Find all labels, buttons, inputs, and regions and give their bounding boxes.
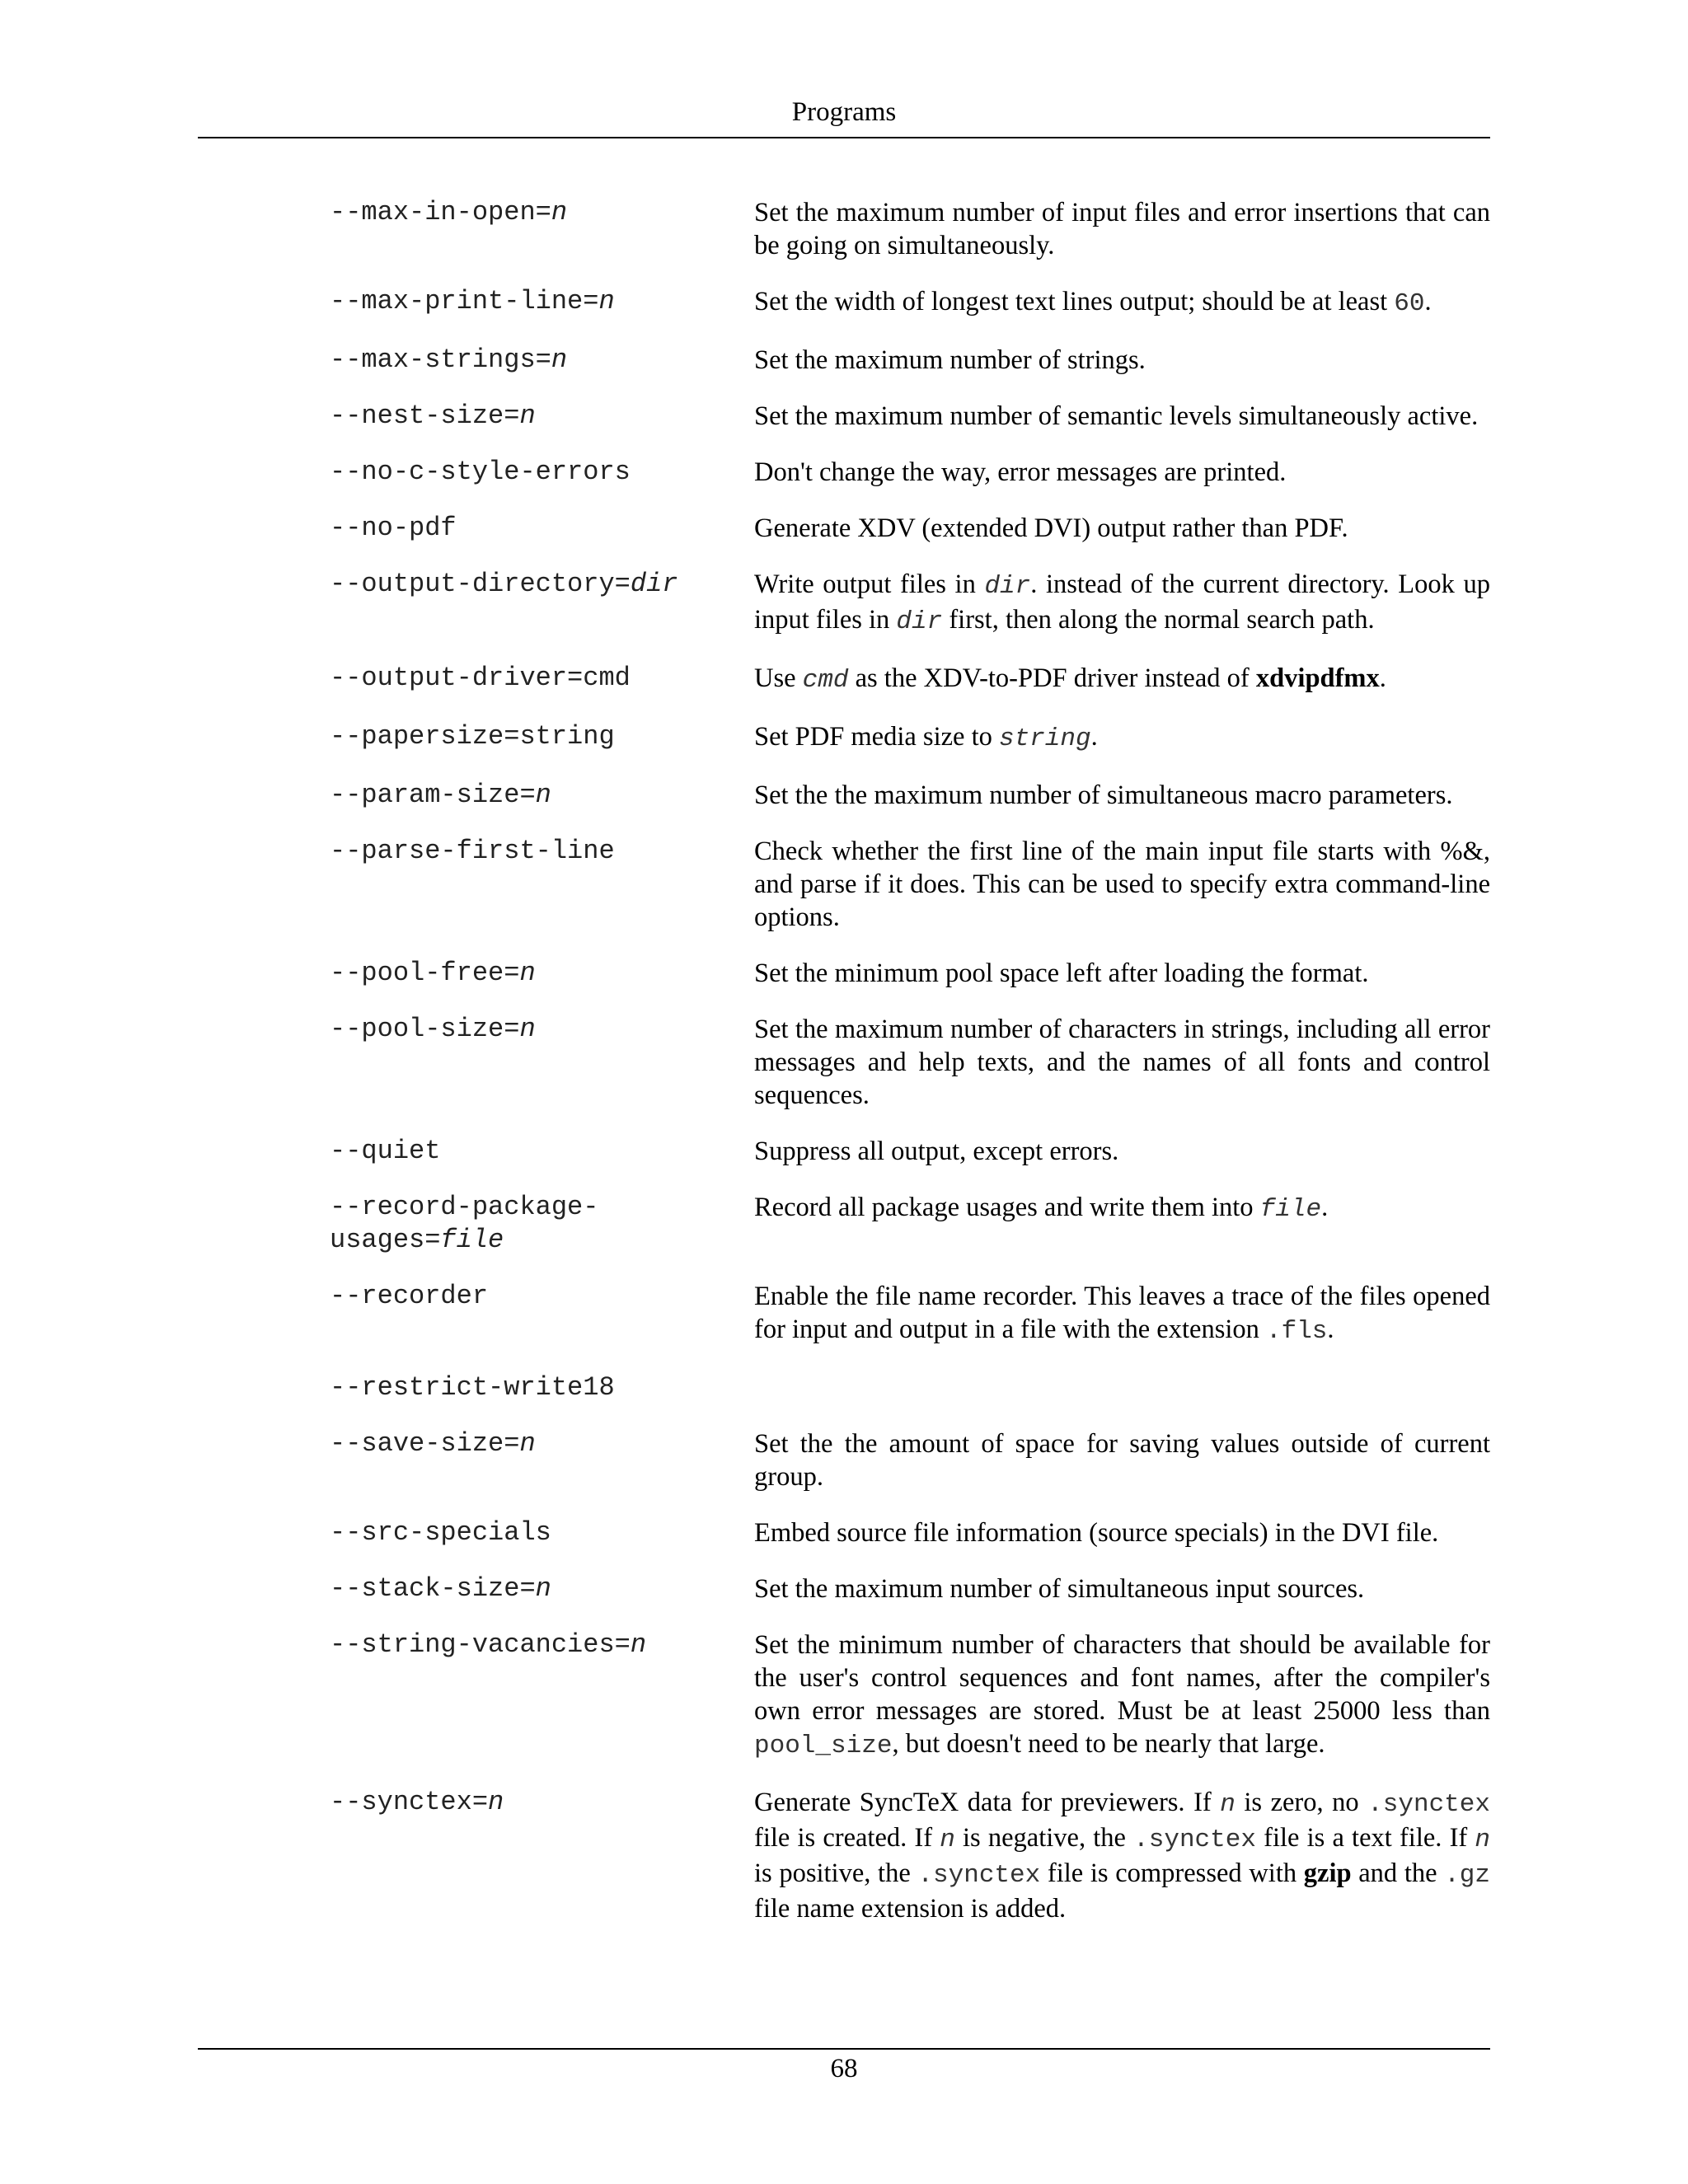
option-flag: --output-directory= bbox=[330, 569, 631, 599]
code-text: .synctex bbox=[1133, 1825, 1256, 1854]
option-flag: --save-size= bbox=[330, 1428, 520, 1459]
option-flag: --no-pdf bbox=[330, 513, 457, 543]
option-argument: n bbox=[519, 401, 536, 431]
description-text: Write output files in bbox=[754, 569, 985, 599]
option-name bbox=[330, 835, 754, 868]
code-variable: dir bbox=[984, 572, 1031, 601]
description-text: is zero, no bbox=[1235, 1788, 1368, 1817]
option-argument: n bbox=[598, 286, 615, 316]
option-argument: n bbox=[535, 1573, 551, 1604]
option-argument: n bbox=[551, 197, 568, 227]
running-header: Programs bbox=[791, 97, 897, 127]
code-variable: n bbox=[1220, 1790, 1236, 1819]
option-flag: --src-specials bbox=[330, 1517, 551, 1548]
option-name bbox=[330, 1135, 754, 1168]
option-argument: n bbox=[519, 1014, 536, 1044]
description-text: is negative, the bbox=[954, 1823, 1134, 1853]
description-text: Set the minimum pool space left after loading the format. bbox=[754, 958, 1369, 988]
option-argument: n bbox=[535, 780, 551, 810]
description-text: Set the minimum number of characters that should be available for the user's control sequences and font names, after the compiler's own error messages are stored. Must be at least 25000 less than bbox=[754, 1630, 1490, 1726]
option-argument: file bbox=[440, 1225, 504, 1255]
description-text: . bbox=[1424, 287, 1432, 316]
option-description bbox=[754, 1572, 1490, 1605]
description-text: . bbox=[1321, 1193, 1329, 1222]
code-text: .fls bbox=[1266, 1317, 1328, 1346]
description-text: file name extension is added. bbox=[754, 1894, 1067, 1924]
option-row bbox=[330, 1516, 1490, 1549]
option-flag: --quiet bbox=[330, 1136, 441, 1166]
option-description bbox=[754, 400, 1490, 433]
option-name bbox=[330, 720, 754, 753]
option-name bbox=[330, 1427, 754, 1460]
code-variable: file bbox=[1259, 1195, 1322, 1224]
description-text: Check whether the first line of the main input file starts with %&, and parse if it does. This can be used to specify extra command-line options. bbox=[754, 837, 1490, 932]
code-variable: n bbox=[940, 1825, 955, 1854]
option-row bbox=[330, 400, 1490, 433]
option-description bbox=[754, 662, 1490, 697]
description-text: , but doesn't need to be nearly that large. bbox=[892, 1729, 1325, 1759]
option-name bbox=[330, 196, 754, 229]
option-description bbox=[754, 1280, 1490, 1348]
description-text: Set PDF media size to bbox=[754, 722, 999, 752]
option-description bbox=[754, 512, 1490, 545]
option-row bbox=[330, 1786, 1490, 1925]
code-variable: cmd bbox=[802, 666, 849, 695]
option-name bbox=[330, 1572, 754, 1605]
option-argument: n bbox=[488, 1787, 504, 1817]
code-variable: n bbox=[1475, 1825, 1490, 1854]
code-variable: string bbox=[999, 724, 1091, 753]
option-name bbox=[330, 512, 754, 545]
code-text: .synctex bbox=[917, 1861, 1041, 1890]
description-text: file is a text file. If bbox=[1255, 1823, 1475, 1853]
code-text: .synctex bbox=[1367, 1790, 1490, 1819]
code-text: .gz bbox=[1444, 1861, 1491, 1890]
option-row bbox=[330, 1013, 1490, 1112]
option-flag: --param-size= bbox=[330, 780, 536, 810]
option-description bbox=[754, 1786, 1490, 1925]
option-row bbox=[330, 285, 1490, 321]
option-description bbox=[754, 1427, 1490, 1493]
description-text: . bbox=[1379, 663, 1386, 693]
description-text: file is created. If bbox=[754, 1823, 940, 1853]
code-text: 60 bbox=[1394, 289, 1425, 318]
option-row bbox=[330, 957, 1490, 990]
option-description bbox=[754, 1516, 1490, 1549]
option-row bbox=[330, 779, 1490, 812]
option-argument: n bbox=[519, 958, 536, 988]
option-name bbox=[330, 662, 754, 695]
option-name bbox=[330, 285, 754, 318]
description-text: Record all package usages and write them into bbox=[754, 1193, 1260, 1222]
footer-rule bbox=[198, 2048, 1490, 2050]
option-row bbox=[330, 344, 1490, 377]
option-row bbox=[330, 1572, 1490, 1605]
description-text: . bbox=[1327, 1315, 1334, 1344]
description-text: Set the the amount of space for saving values outside of current group. bbox=[754, 1429, 1490, 1492]
option-flag: --papersize=string bbox=[330, 721, 615, 752]
option-row bbox=[330, 720, 1490, 756]
option-row bbox=[330, 1135, 1490, 1168]
description-text: Set the maximum number of simultaneous input sources. bbox=[754, 1574, 1365, 1604]
option-flag: --pool-size= bbox=[330, 1014, 520, 1044]
option-flag: --output-driver=cmd bbox=[330, 663, 631, 693]
option-list bbox=[330, 196, 1490, 1925]
option-name bbox=[330, 1516, 754, 1549]
code-variable: dir bbox=[896, 607, 943, 636]
option-flag: --max-strings= bbox=[330, 344, 551, 375]
program-name: gzip bbox=[1303, 1858, 1352, 1888]
description-text: as the XDV-to-PDF driver instead of bbox=[848, 663, 1256, 693]
option-row bbox=[330, 1371, 1490, 1404]
page-number: 68 bbox=[830, 2054, 858, 2083]
description-text: Set the maximum number of strings. bbox=[754, 345, 1146, 375]
description-text: Set the maximum number of semantic levels simultaneously active. bbox=[754, 401, 1479, 431]
option-description bbox=[754, 779, 1490, 812]
option-flag: --synctex= bbox=[330, 1787, 489, 1817]
option-name bbox=[330, 568, 754, 601]
option-description bbox=[754, 456, 1490, 489]
option-description bbox=[754, 720, 1490, 756]
option-flag: --nest-size= bbox=[330, 401, 520, 431]
option-name bbox=[330, 1786, 754, 1819]
option-row bbox=[330, 835, 1490, 934]
option-flag: --max-print-line= bbox=[330, 286, 599, 316]
option-argument: dir bbox=[630, 569, 678, 599]
description-text: Embed source file information (source specials) in the DVI file. bbox=[754, 1518, 1439, 1548]
header-rule bbox=[198, 137, 1490, 138]
option-argument: n bbox=[630, 1629, 647, 1660]
option-row bbox=[330, 196, 1490, 262]
description-text: Set the the maximum number of simultaneous macro parameters. bbox=[754, 780, 1453, 810]
description-text: Generate SyncTeX data for previewers. If bbox=[754, 1788, 1221, 1817]
option-name bbox=[330, 1013, 754, 1046]
option-description bbox=[754, 1135, 1490, 1168]
option-row bbox=[330, 456, 1490, 489]
option-name bbox=[330, 1191, 754, 1257]
description-text: Set the maximum number of input files and error insertions that can be going on simultaneously. bbox=[754, 198, 1490, 260]
option-row bbox=[330, 1427, 1490, 1493]
option-flag: --record-package-usages= bbox=[330, 1192, 599, 1255]
option-description bbox=[754, 344, 1490, 377]
option-name bbox=[330, 400, 754, 433]
description-text: Set the maximum number of characters in strings, including all error messages and help texts, and the names of all fonts and control sequences. bbox=[754, 1015, 1490, 1110]
option-row bbox=[330, 662, 1490, 697]
option-name bbox=[330, 456, 754, 489]
option-flag: --no-c-style-errors bbox=[330, 457, 631, 487]
description-text: is positive, the bbox=[754, 1858, 918, 1888]
option-description bbox=[754, 1013, 1490, 1112]
option-row bbox=[330, 1191, 1490, 1257]
option-row bbox=[330, 1280, 1490, 1348]
option-name bbox=[330, 779, 754, 812]
description-text: Suppress all output, except errors. bbox=[754, 1137, 1119, 1166]
program-name: xdvipdfmx bbox=[1255, 663, 1380, 693]
option-argument: n bbox=[519, 1428, 536, 1459]
description-text: file is compressed with bbox=[1040, 1858, 1304, 1888]
option-flag: --recorder bbox=[330, 1281, 489, 1311]
description-text: Generate XDV (extended DVI) output rather than PDF. bbox=[754, 513, 1348, 543]
option-flag: --restrict-write18 bbox=[330, 1372, 615, 1403]
option-name bbox=[330, 1280, 754, 1313]
option-flag: --pool-free= bbox=[330, 958, 520, 988]
description-text: Don't change the way, error messages are printed. bbox=[754, 457, 1287, 487]
option-row bbox=[330, 512, 1490, 545]
option-description bbox=[754, 835, 1490, 934]
option-argument: n bbox=[551, 344, 568, 375]
description-text: and the bbox=[1351, 1858, 1445, 1888]
description-text: first, then along the normal search path. bbox=[942, 605, 1375, 635]
option-name bbox=[330, 957, 754, 990]
description-text: . bbox=[1090, 722, 1098, 752]
description-text: Enable the file name recorder. This leaves a trace of the files opened for input and output in a file with the extension bbox=[754, 1282, 1490, 1344]
description-text: Set the width of longest text lines output; should be at least bbox=[754, 287, 1395, 316]
option-row bbox=[330, 1629, 1490, 1763]
code-text: pool_size bbox=[754, 1732, 893, 1760]
option-flag: --stack-size= bbox=[330, 1573, 536, 1604]
option-flag: --string-vacancies= bbox=[330, 1629, 631, 1660]
option-description bbox=[754, 196, 1490, 262]
option-name bbox=[330, 1629, 754, 1661]
option-flag: --parse-first-line bbox=[330, 836, 615, 866]
option-description bbox=[754, 285, 1490, 321]
option-description bbox=[754, 1629, 1490, 1763]
option-flag: --max-in-open= bbox=[330, 197, 551, 227]
option-row bbox=[330, 568, 1490, 639]
description-text: Use bbox=[754, 663, 803, 693]
option-name bbox=[330, 344, 754, 377]
option-description bbox=[754, 1191, 1490, 1226]
option-description bbox=[754, 957, 1490, 990]
option-name bbox=[330, 1371, 754, 1404]
option-description bbox=[754, 568, 1490, 639]
description-text: . instead of the current directory. Look up input files in bbox=[754, 569, 1490, 635]
